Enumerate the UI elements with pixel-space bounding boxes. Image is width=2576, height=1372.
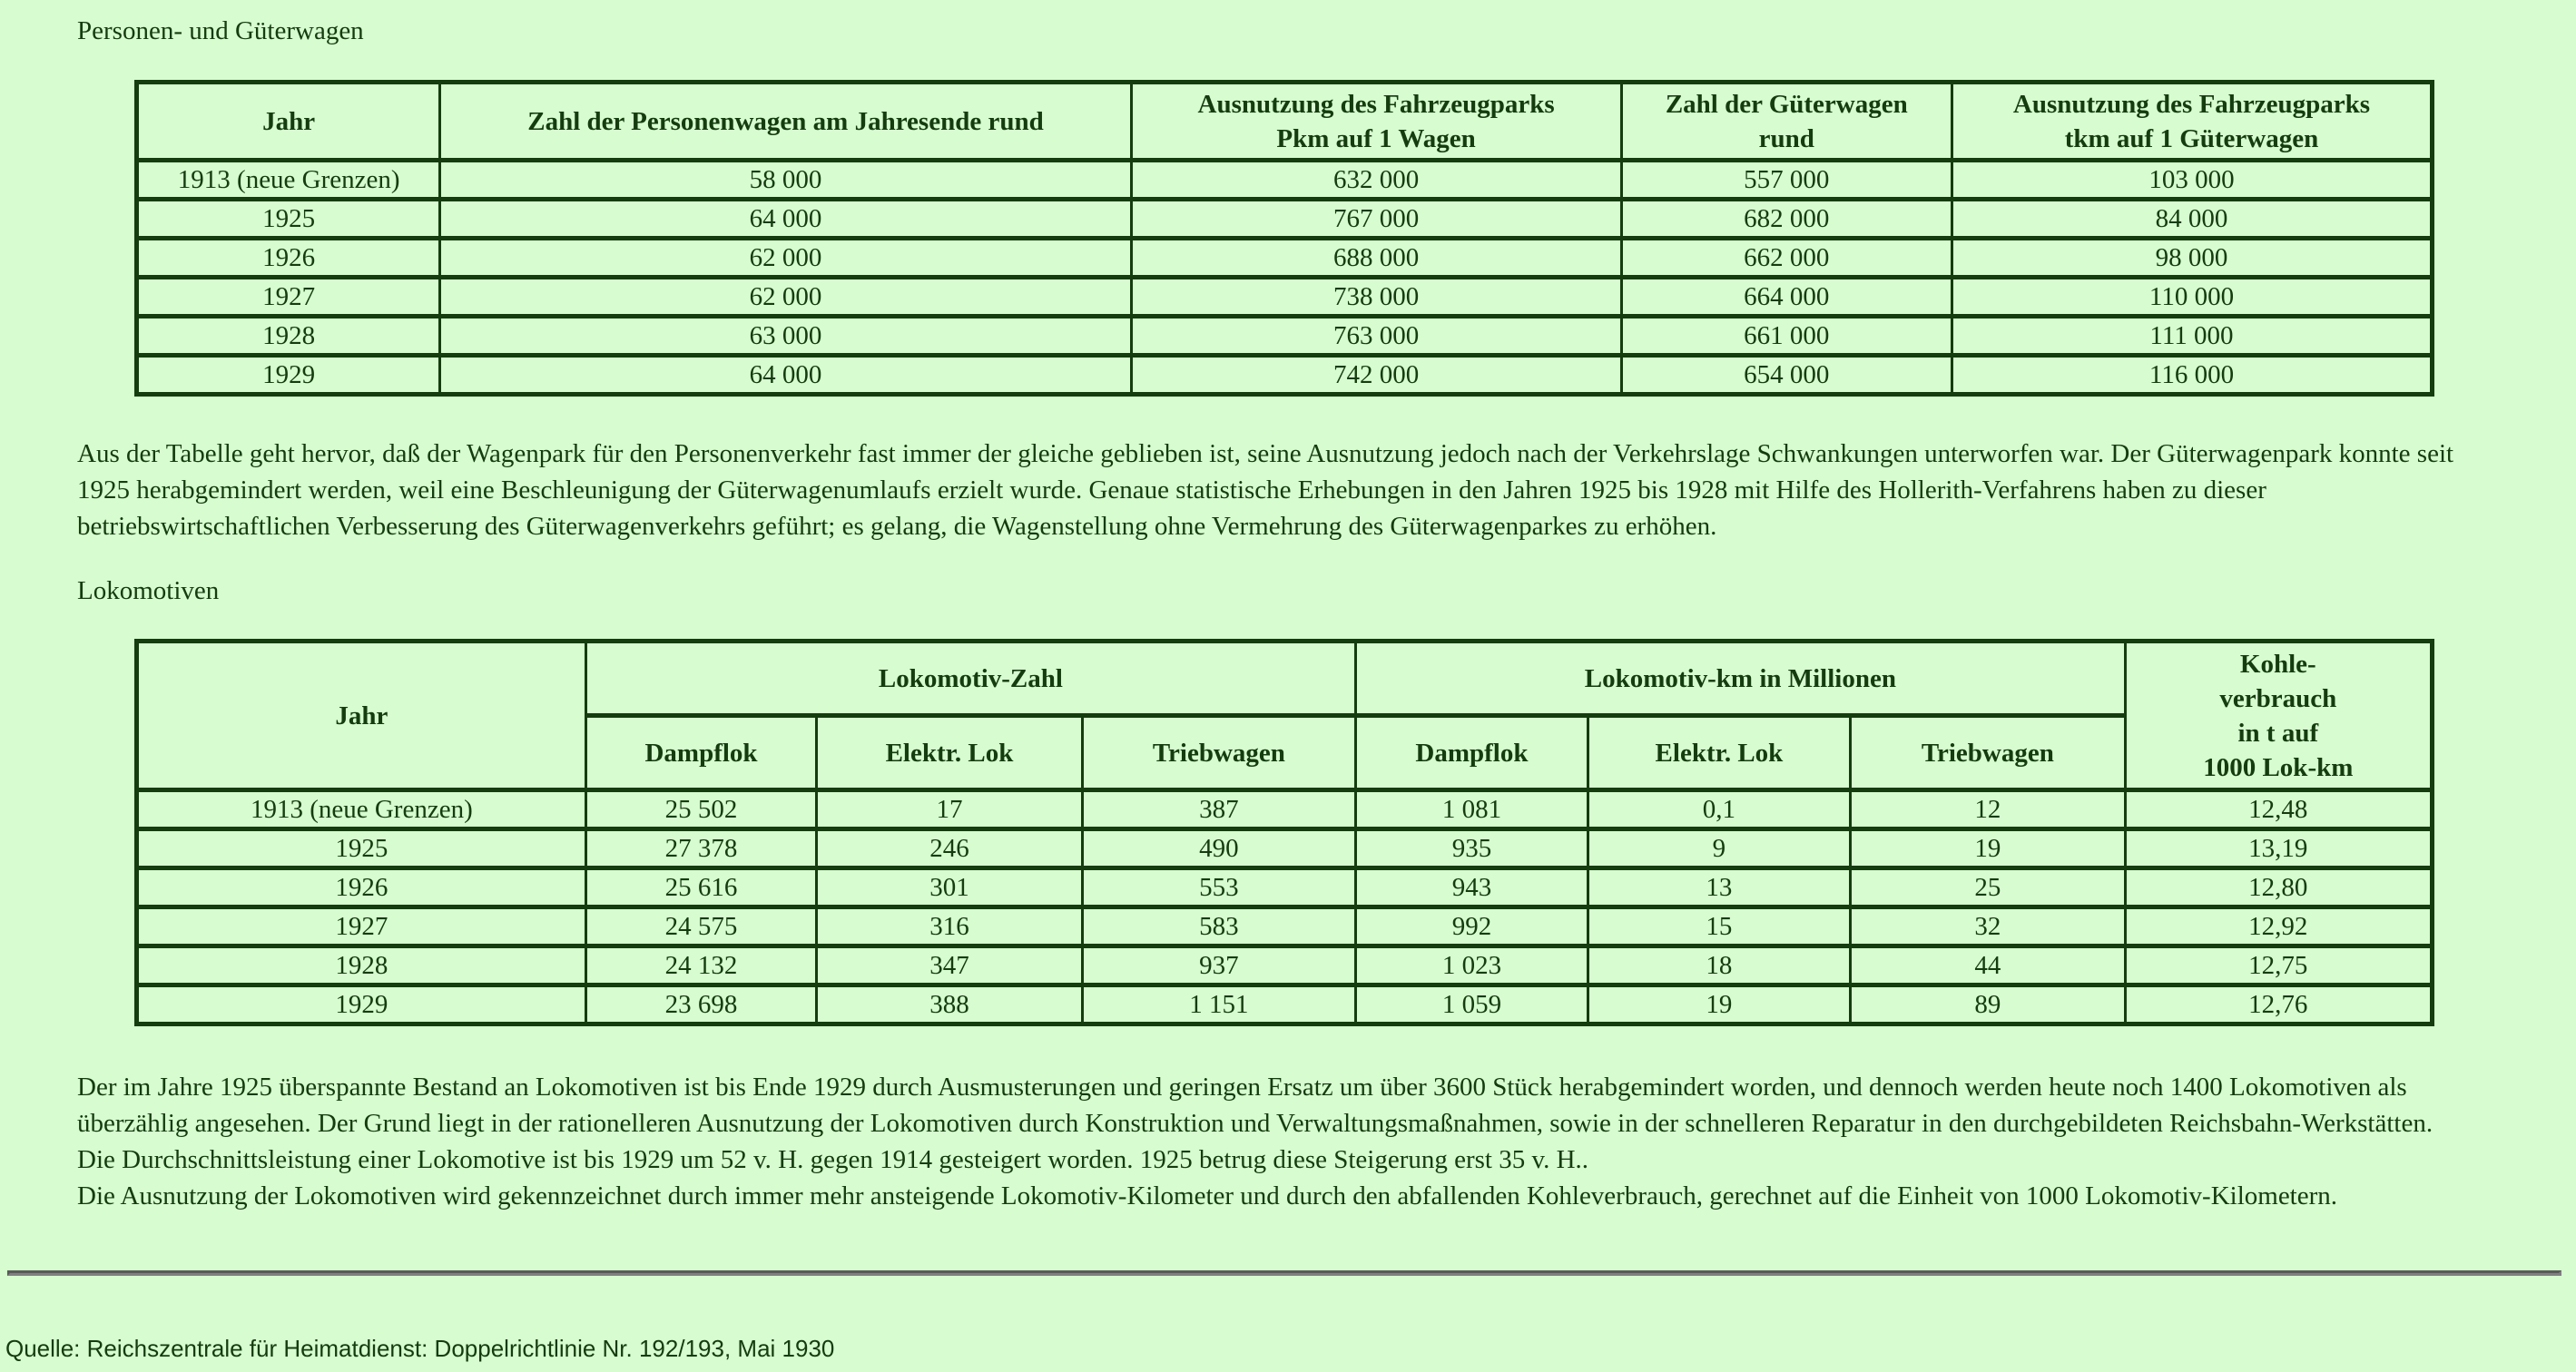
col-header-zahl-dampflok: Dampflok <box>585 716 817 790</box>
horizontal-rule <box>7 1270 2561 1276</box>
cell-kohleverbrauch: 12,75 <box>2125 946 2432 985</box>
cell-tkm: 116 000 <box>1952 356 2432 395</box>
paragraph-lokomotiven-2: Die Ausnutzung der Lokomotiven wird gekennzeichnet durch immer mehr ansteigende Lokomotiv-Kilometer und durch den abfallenden Kohleverbrauch, gerechnet auf die Einheit von 1000 Lokomotiv-Kilometern. <box>77 1181 2338 1210</box>
table-row <box>137 317 2433 356</box>
cell-gueterwagen: 662 000 <box>1621 239 1952 278</box>
cell-zahl-elektr-lok: 347 <box>817 946 1082 985</box>
cell-gueterwagen: 682 000 <box>1621 200 1952 239</box>
cell-zahl-triebwagen: 387 <box>1082 790 1356 829</box>
cell-jahr: 1929 <box>137 356 440 395</box>
cell-km-triebwagen: 25 <box>1851 868 2126 907</box>
cell-km-dampflok: 1 023 <box>1356 946 1588 985</box>
table-row <box>137 868 2433 907</box>
table-row <box>137 356 2433 395</box>
cell-km-dampflok: 992 <box>1356 907 1588 946</box>
cell-jahr: 1929 <box>137 985 586 1024</box>
col-header-km-elektr-lok: Elektr. Lok <box>1588 716 1850 790</box>
cell-km-dampflok: 935 <box>1356 829 1588 868</box>
cell-km-elektr-lok: 9 <box>1588 829 1850 868</box>
col-header-jahr: Jahr <box>137 642 586 790</box>
cell-pkm: 688 000 <box>1131 239 1621 278</box>
cell-jahr: 1925 <box>137 200 440 239</box>
cell-km-elektr-lok: 15 <box>1588 907 1850 946</box>
cell-zahl-dampflok: 27 378 <box>585 829 817 868</box>
cell-jahr: 1926 <box>137 239 440 278</box>
col-header-jahr: Jahr <box>137 83 440 161</box>
lokomotiven-table <box>134 639 2434 1026</box>
cell-km-dampflok: 1 081 <box>1356 790 1588 829</box>
cell-zahl-dampflok: 23 698 <box>585 985 817 1024</box>
cell-tkm: 103 000 <box>1952 161 2432 200</box>
cell-kohleverbrauch: 12,92 <box>2125 907 2432 946</box>
wagen-table <box>134 80 2434 397</box>
cell-km-triebwagen: 19 <box>1851 829 2126 868</box>
cell-zahl-triebwagen: 937 <box>1082 946 1356 985</box>
cell-zahl-triebwagen: 583 <box>1082 907 1356 946</box>
cell-personenwagen: 62 000 <box>440 278 1131 317</box>
cell-jahr: 1928 <box>137 946 586 985</box>
cell-kohleverbrauch: 12,76 <box>2125 985 2432 1024</box>
cell-km-triebwagen: 89 <box>1851 985 2126 1024</box>
cell-zahl-elektr-lok: 17 <box>817 790 1082 829</box>
col-header-ausnutzung-pkm: Ausnutzung des Fahrzeugparks Pkm auf 1 Wagen <box>1131 83 1621 161</box>
cell-tkm: 98 000 <box>1952 239 2432 278</box>
table-row <box>137 278 2433 317</box>
col-header-zahl-elektr-lok: Elektr. Lok <box>817 716 1082 790</box>
cell-zahl-triebwagen: 490 <box>1082 829 1356 868</box>
cell-zahl-dampflok: 25 616 <box>585 868 817 907</box>
col-header-personenwagen: Zahl der Personenwagen am Jahresende rund <box>440 83 1131 161</box>
cell-personenwagen: 64 000 <box>440 200 1131 239</box>
cell-kohleverbrauch: 12,80 <box>2125 868 2432 907</box>
table-row <box>137 239 2433 278</box>
cell-pkm: 767 000 <box>1131 200 1621 239</box>
cell-gueterwagen: 654 000 <box>1621 356 1952 395</box>
cell-tkm: 84 000 <box>1952 200 2432 239</box>
cell-personenwagen: 64 000 <box>440 356 1131 395</box>
cell-tkm: 111 000 <box>1952 317 2432 356</box>
col-header-zahl-triebwagen: Triebwagen <box>1082 716 1356 790</box>
cell-km-triebwagen: 32 <box>1851 907 2126 946</box>
col-header-kohleverbrauch: Kohle- verbrauch in t auf 1000 Lok-km <box>2125 642 2432 790</box>
cell-zahl-elektr-lok: 316 <box>817 907 1082 946</box>
cell-jahr: 1913 (neue Grenzen) <box>137 161 440 200</box>
cell-pkm: 742 000 <box>1131 356 1621 395</box>
cell-pkm: 763 000 <box>1131 317 1621 356</box>
cell-km-triebwagen: 12 <box>1851 790 2126 829</box>
cell-jahr: 1913 (neue Grenzen) <box>137 790 586 829</box>
table-row <box>137 946 2433 985</box>
cell-zahl-elektr-lok: 246 <box>817 829 1082 868</box>
cell-gueterwagen: 664 000 <box>1621 278 1952 317</box>
cell-pkm: 632 000 <box>1131 161 1621 200</box>
cell-jahr: 1925 <box>137 829 586 868</box>
cell-jahr: 1926 <box>137 868 586 907</box>
table-header-group-row <box>137 642 2433 716</box>
col-header-ausnutzung-tkm: Ausnutzung des Fahrzeugparks tkm auf 1 Güterwagen <box>1952 83 2432 161</box>
cell-jahr: 1927 <box>137 907 586 946</box>
cell-zahl-dampflok: 25 502 <box>585 790 817 829</box>
cell-zahl-dampflok: 24 575 <box>585 907 817 946</box>
cell-gueterwagen: 661 000 <box>1621 317 1952 356</box>
cell-zahl-triebwagen: 1 151 <box>1082 985 1356 1024</box>
table-row <box>137 161 2433 200</box>
cell-tkm: 110 000 <box>1952 278 2432 317</box>
cell-zahl-elektr-lok: 301 <box>817 868 1082 907</box>
cell-km-elektr-lok: 18 <box>1588 946 1850 985</box>
source-citation: Quelle: Reichszentrale für Heimatdienst: Doppelrichtlinie Nr. 192/193, Mai 1930 <box>5 1335 835 1362</box>
col-header-gueterwagen: Zahl der Güterwagen rund <box>1621 83 1952 161</box>
cell-zahl-triebwagen: 553 <box>1082 868 1356 907</box>
cell-km-elektr-lok: 19 <box>1588 985 1850 1024</box>
cell-kohleverbrauch: 12,48 <box>2125 790 2432 829</box>
cell-km-dampflok: 1 059 <box>1356 985 1588 1024</box>
cell-kohleverbrauch: 13,19 <box>2125 829 2432 868</box>
section-title-lokomotiven: Lokomotiven <box>77 576 220 605</box>
section-title-wagen: Personen- und Güterwagen <box>77 16 364 45</box>
cell-km-elektr-lok: 0,1 <box>1588 790 1850 829</box>
cell-personenwagen: 58 000 <box>440 161 1131 200</box>
cell-personenwagen: 62 000 <box>440 239 1131 278</box>
table-row <box>137 829 2433 868</box>
cell-km-dampflok: 943 <box>1356 868 1588 907</box>
col-group-lokomotiv-km: Lokomotiv-km in Millionen <box>1356 642 2125 716</box>
cell-km-elektr-lok: 13 <box>1588 868 1850 907</box>
cell-zahl-elektr-lok: 388 <box>817 985 1082 1024</box>
cell-gueterwagen: 557 000 <box>1621 161 1952 200</box>
cell-jahr: 1927 <box>137 278 440 317</box>
table-row <box>137 985 2433 1024</box>
col-header-km-dampflok: Dampflok <box>1356 716 1588 790</box>
table-row <box>137 907 2433 946</box>
cell-km-triebwagen: 44 <box>1851 946 2126 985</box>
paragraph-lokomotiven-1: Der im Jahre 1925 überspannte Bestand an Lokomotiven ist bis Ende 1929 durch Ausmusterungen und geringen Ersatz um über 3600 Stück herabgemindert worden, und dennoch werden heute noch 1400 Lokomotiven als überzählig angesehen. Der Grund liegt in der rationelleren Ausnutzung der Lokomotiven durch Konstruktion und Verwaltungsmaßnahmen, sowie in der schnelleren Reparatur in den durchgebildeten Reichsbahn-Werkstätten. Die Durchschnittsleistung einer Lokomotive ist bis 1929 um 52 v. H. gegen 1914 gesteigert worden. 1925 betrug diese Steigerung erst 35 v. H.. <box>77 1073 2433 1174</box>
cell-pkm: 738 000 <box>1131 278 1621 317</box>
table-row <box>137 790 2433 829</box>
col-header-km-triebwagen: Triebwagen <box>1851 716 2126 790</box>
cell-jahr: 1928 <box>137 317 440 356</box>
table-header-row <box>137 83 2433 161</box>
paragraph-wagen: Aus der Tabelle geht hervor, daß der Wagenpark für den Personenverkehr fast immer der gleiche geblieben ist, seine Ausnutzung jedoch nach der Verkehrslage Schwankungen unterworfen war. Der Güterwagenpark konnte seit 1925 herabgemindert werden, weil eine Beschleunigung der Güterwagenumlaufs erzielt wurde. Genaue statistische Erhebungen in den Jahren 1925 bis 1928 mit Hilfe des Hollerith-Verfahrens haben zu dieser betriebswirtschaftlichen Verbesserung des Güterwagenverkehrs geführt; es gelang, die Wagenstellung ohne Vermehrung des Güterwagenparkes zu erhöhen. <box>77 439 2454 541</box>
cell-personenwagen: 63 000 <box>440 317 1131 356</box>
cell-zahl-dampflok: 24 132 <box>585 946 817 985</box>
table-row <box>137 200 2433 239</box>
col-group-lokomotiv-zahl: Lokomotiv-Zahl <box>585 642 1355 716</box>
